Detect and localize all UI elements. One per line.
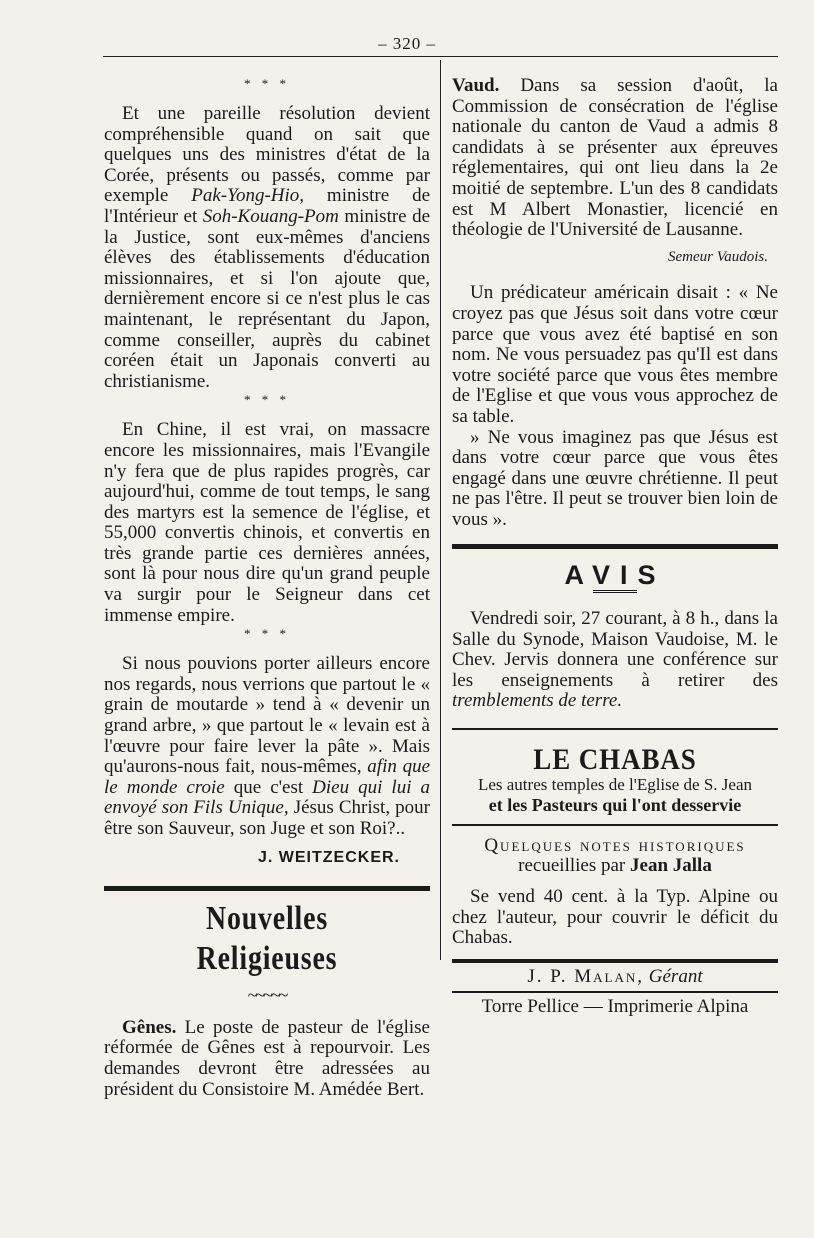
paragraph-genes [104,1018,430,1100]
paragraph-korea [104,104,430,392]
paragraph-preacher-cont: » Ne vous imaginez pas que Jésus est dans votre cœur parce que vous êtes engagé dans une œuvre chrétienne. Il peut ne pas l'être. Il peut se trouver bien loin de vous ». [452,426,778,530]
header-rule [103,56,778,57]
section-rule [452,991,778,993]
avis-title: AVIS [564,560,666,591]
name-pak-yong-hio: Pak-Yong-Hio, [191,185,305,207]
section-stars: * * * [244,626,290,642]
chabas-collected [452,856,778,877]
paragraph-text: Vendredi soir, 27 courant, à 8 h., dans la Salle du Synode, Maison Vaudoise, M. le Chev. Jervis donnera une conférence sur les enseignements à retirer des [452,608,778,691]
source-citation: Semeur Vaudois. [668,248,768,265]
paragraph-china: En Chine, il est vrai, on massacre encore les missionnaires, mais l'Evangile n'y fera que de plus rapides progrès, car aujourd'hui, comme de tout temps, le sang des martyrs est la semence de l'église, et 55,000 convertis chinois, et convertis en très grande partie ces dernières années, sont là pour nous dire qu'un grand peuple va surgir pour le Seigneur dans cet immense empire. [104,419,430,626]
italic-phrase: afin que le monde croie [104,756,430,798]
paragraph-text: Si nous pouvions porter ailleurs encore nos regards, nous verrions que partout le « grain de moutarde » tend à « devenir un grand arbre, » que partout le « levain est à l'œuvre pour faire lever la pâte ». Mais qu'aurons-nous fait, nous-mêmes, [104,653,430,778]
section-rule [104,886,430,891]
paragraph-text: Dans sa session d'août, la Commission de consécration de l'église nationale du canton de Vaud a admis 8 candidats à se présenter aux épreuves réglementaires, qui ont lieu dans la 2e moitié de septembre. L'un des 8 candidats est M Albert Monastier, licencié en théologie de l'Université de Lausanne. [452,75,778,241]
section-rule [452,824,778,826]
ornament: ~~~~~ [247,985,287,1006]
paragraph-text: Jésus Christ, pour être son Sauveur, son Juge et son Roi?.. [104,797,430,839]
chabas-author: Jean Jalla [630,855,712,877]
right-column [452,76,778,1018]
printer-line: Torre Pellice — Imprimerie Alpina [481,996,749,1018]
chabas-title: LE CHABAS [533,743,697,777]
section-rule [452,544,778,549]
paragraph-text: ministre de l'Intérieur et [104,185,431,227]
chabas-subtitle: Les autres temples de l'Eglise de S. Jean [477,774,753,794]
paragraph-text: Le poste de pasteur de l'église réformée de Gênes est à repourvoir. Les demandes devront être adressées au président du Consistoire M. Amédée Bert. [104,1016,430,1100]
page-number: – 320 – [378,34,436,53]
column-divider [440,60,441,960]
section-stars: * * * [244,392,290,408]
paragraph-vaud [452,76,778,241]
section-rule [452,959,778,963]
chabas-notes: Quelques notes historiques [484,834,746,856]
italic-phrase: Dieu qui lui a envoyé son Fils Unique, [104,776,430,819]
news-label-genes: Gênes. [122,1016,177,1038]
section-title: Nouvelles Religieuses [196,900,338,978]
chabas-subtitle-bold: et les Pasteurs qui l'ont desservie [488,795,742,816]
paragraph-chabas-sale: Se vend 40 cent. à la Typ. Alpine ou chez l'auteur, pour couvrir le déficit du Chabas. [452,886,778,949]
paragraph-preacher: Un prédicateur américain disait : « Ne croyez pas que Jésus soit dans votre cœur parce que vous avez été baptisé en son nom. Ne vous persuadez pas qu'Il est dans votre société parce que vous êtes membre de l'Eglise et que vous vous approchez de sa table. [452,282,778,427]
section-stars: * * * [244,76,290,91]
short-rule [593,590,637,595]
paragraph-text: Et une pareille résolution devient compréhensible quand on sait que quelques uns des ministres d'état de la Corée, présents ou passés, comme par exemple [104,103,430,207]
gerant-line [452,967,778,988]
paragraph-text: recueillies par [518,855,631,877]
section-rule [452,728,778,730]
left-column [104,76,430,1100]
paragraph-conclusion [104,654,430,839]
paragraph-avis [452,609,778,712]
italic-phrase: tremblements de terre. [452,690,623,712]
name-soh-kouang-pom: Soh-Kouang-Pom [202,205,339,227]
gerant-name: J. P. Malan, [527,965,645,987]
news-label-vaud: Vaud. [452,75,500,96]
paragraph-text: que c'est [224,776,313,798]
paragraph-text: ministre de la Justice, sont eux-mêmes d'anciens élèves des établissements d'éducation missionnaires, et si l'on ajoute que, dernièrement encore si ce n'est plus le cas maintenant, le représentant du Japon, comme conseiller, auprès du cabinet coréen était un Japonais converti au christianisme. [104,205,430,392]
gerant-role: Gérant [644,965,703,987]
article-author: J. WEITZECKER. [257,848,400,866]
